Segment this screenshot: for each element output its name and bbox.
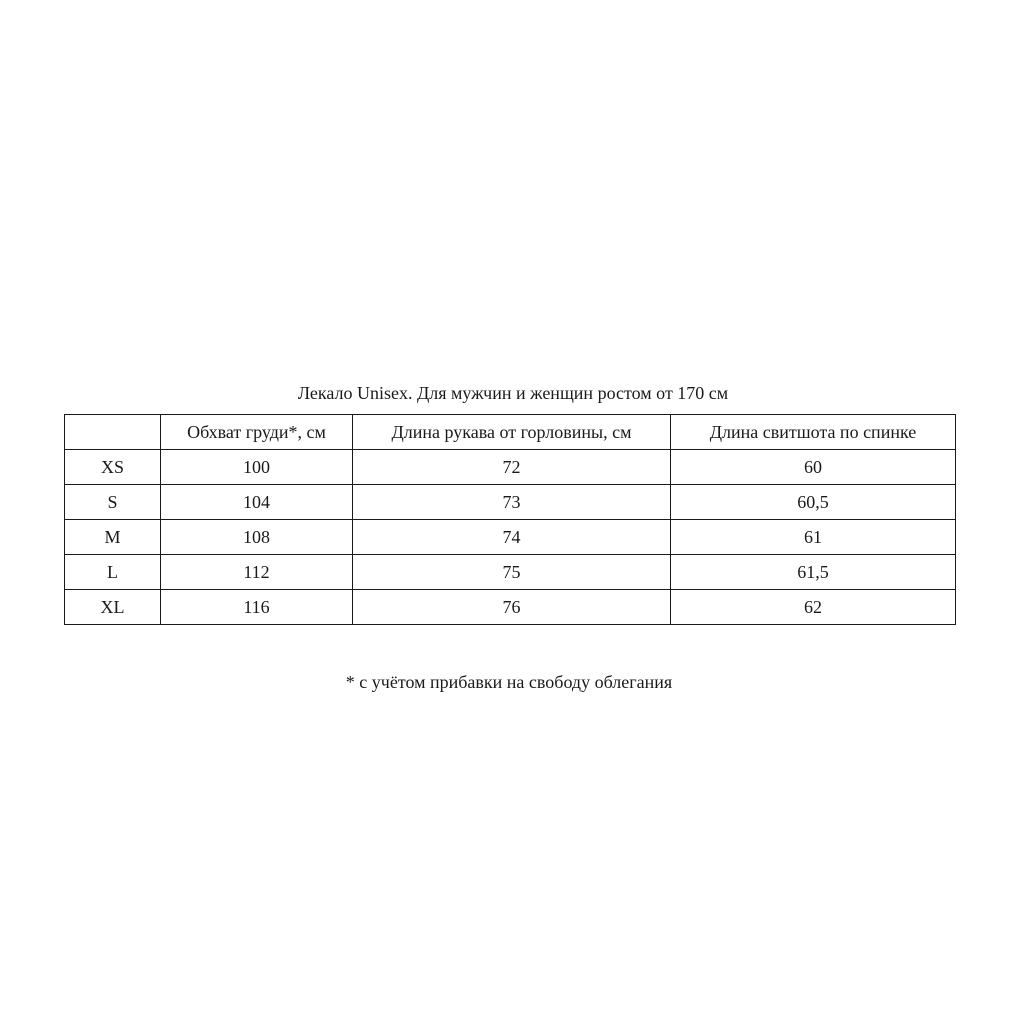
table-row <box>65 450 956 485</box>
chest-cell: 116 <box>161 590 353 625</box>
sleeve-cell: 73 <box>353 485 671 520</box>
table-title: Лекало Unisex. Для мужчин и женщин ростом от 170 см <box>297 383 729 403</box>
table-row <box>65 555 956 590</box>
header-cell-chest: Обхват груди*, см <box>161 415 353 450</box>
chest-cell: 100 <box>161 450 353 485</box>
table-row <box>65 485 956 520</box>
sleeve-cell: 72 <box>353 450 671 485</box>
table-header-row <box>65 415 956 450</box>
sleeve-cell: 76 <box>353 590 671 625</box>
size-cell: XL <box>65 590 161 625</box>
size-table <box>64 414 956 625</box>
size-cell: XS <box>65 450 161 485</box>
sleeve-cell: 75 <box>353 555 671 590</box>
chest-cell: 104 <box>161 485 353 520</box>
table-row <box>65 520 956 555</box>
size-cell: S <box>65 485 161 520</box>
chest-cell: 108 <box>161 520 353 555</box>
back-length-cell: 61,5 <box>671 555 956 590</box>
back-length-cell: 60 <box>671 450 956 485</box>
sleeve-cell: 74 <box>353 520 671 555</box>
header-cell-sleeve: Длина рукава от горловины, см <box>353 415 671 450</box>
back-length-cell: 62 <box>671 590 956 625</box>
header-cell-size <box>65 415 161 450</box>
chest-cell: 112 <box>161 555 353 590</box>
header-cell-back-length: Длина свитшота по спинке <box>671 415 956 450</box>
footnote: * с учётом прибавки на свободу облегания <box>345 672 673 692</box>
back-length-cell: 61 <box>671 520 956 555</box>
size-cell: M <box>65 520 161 555</box>
back-length-cell: 60,5 <box>671 485 956 520</box>
table-row <box>65 590 956 625</box>
size-cell: L <box>65 555 161 590</box>
